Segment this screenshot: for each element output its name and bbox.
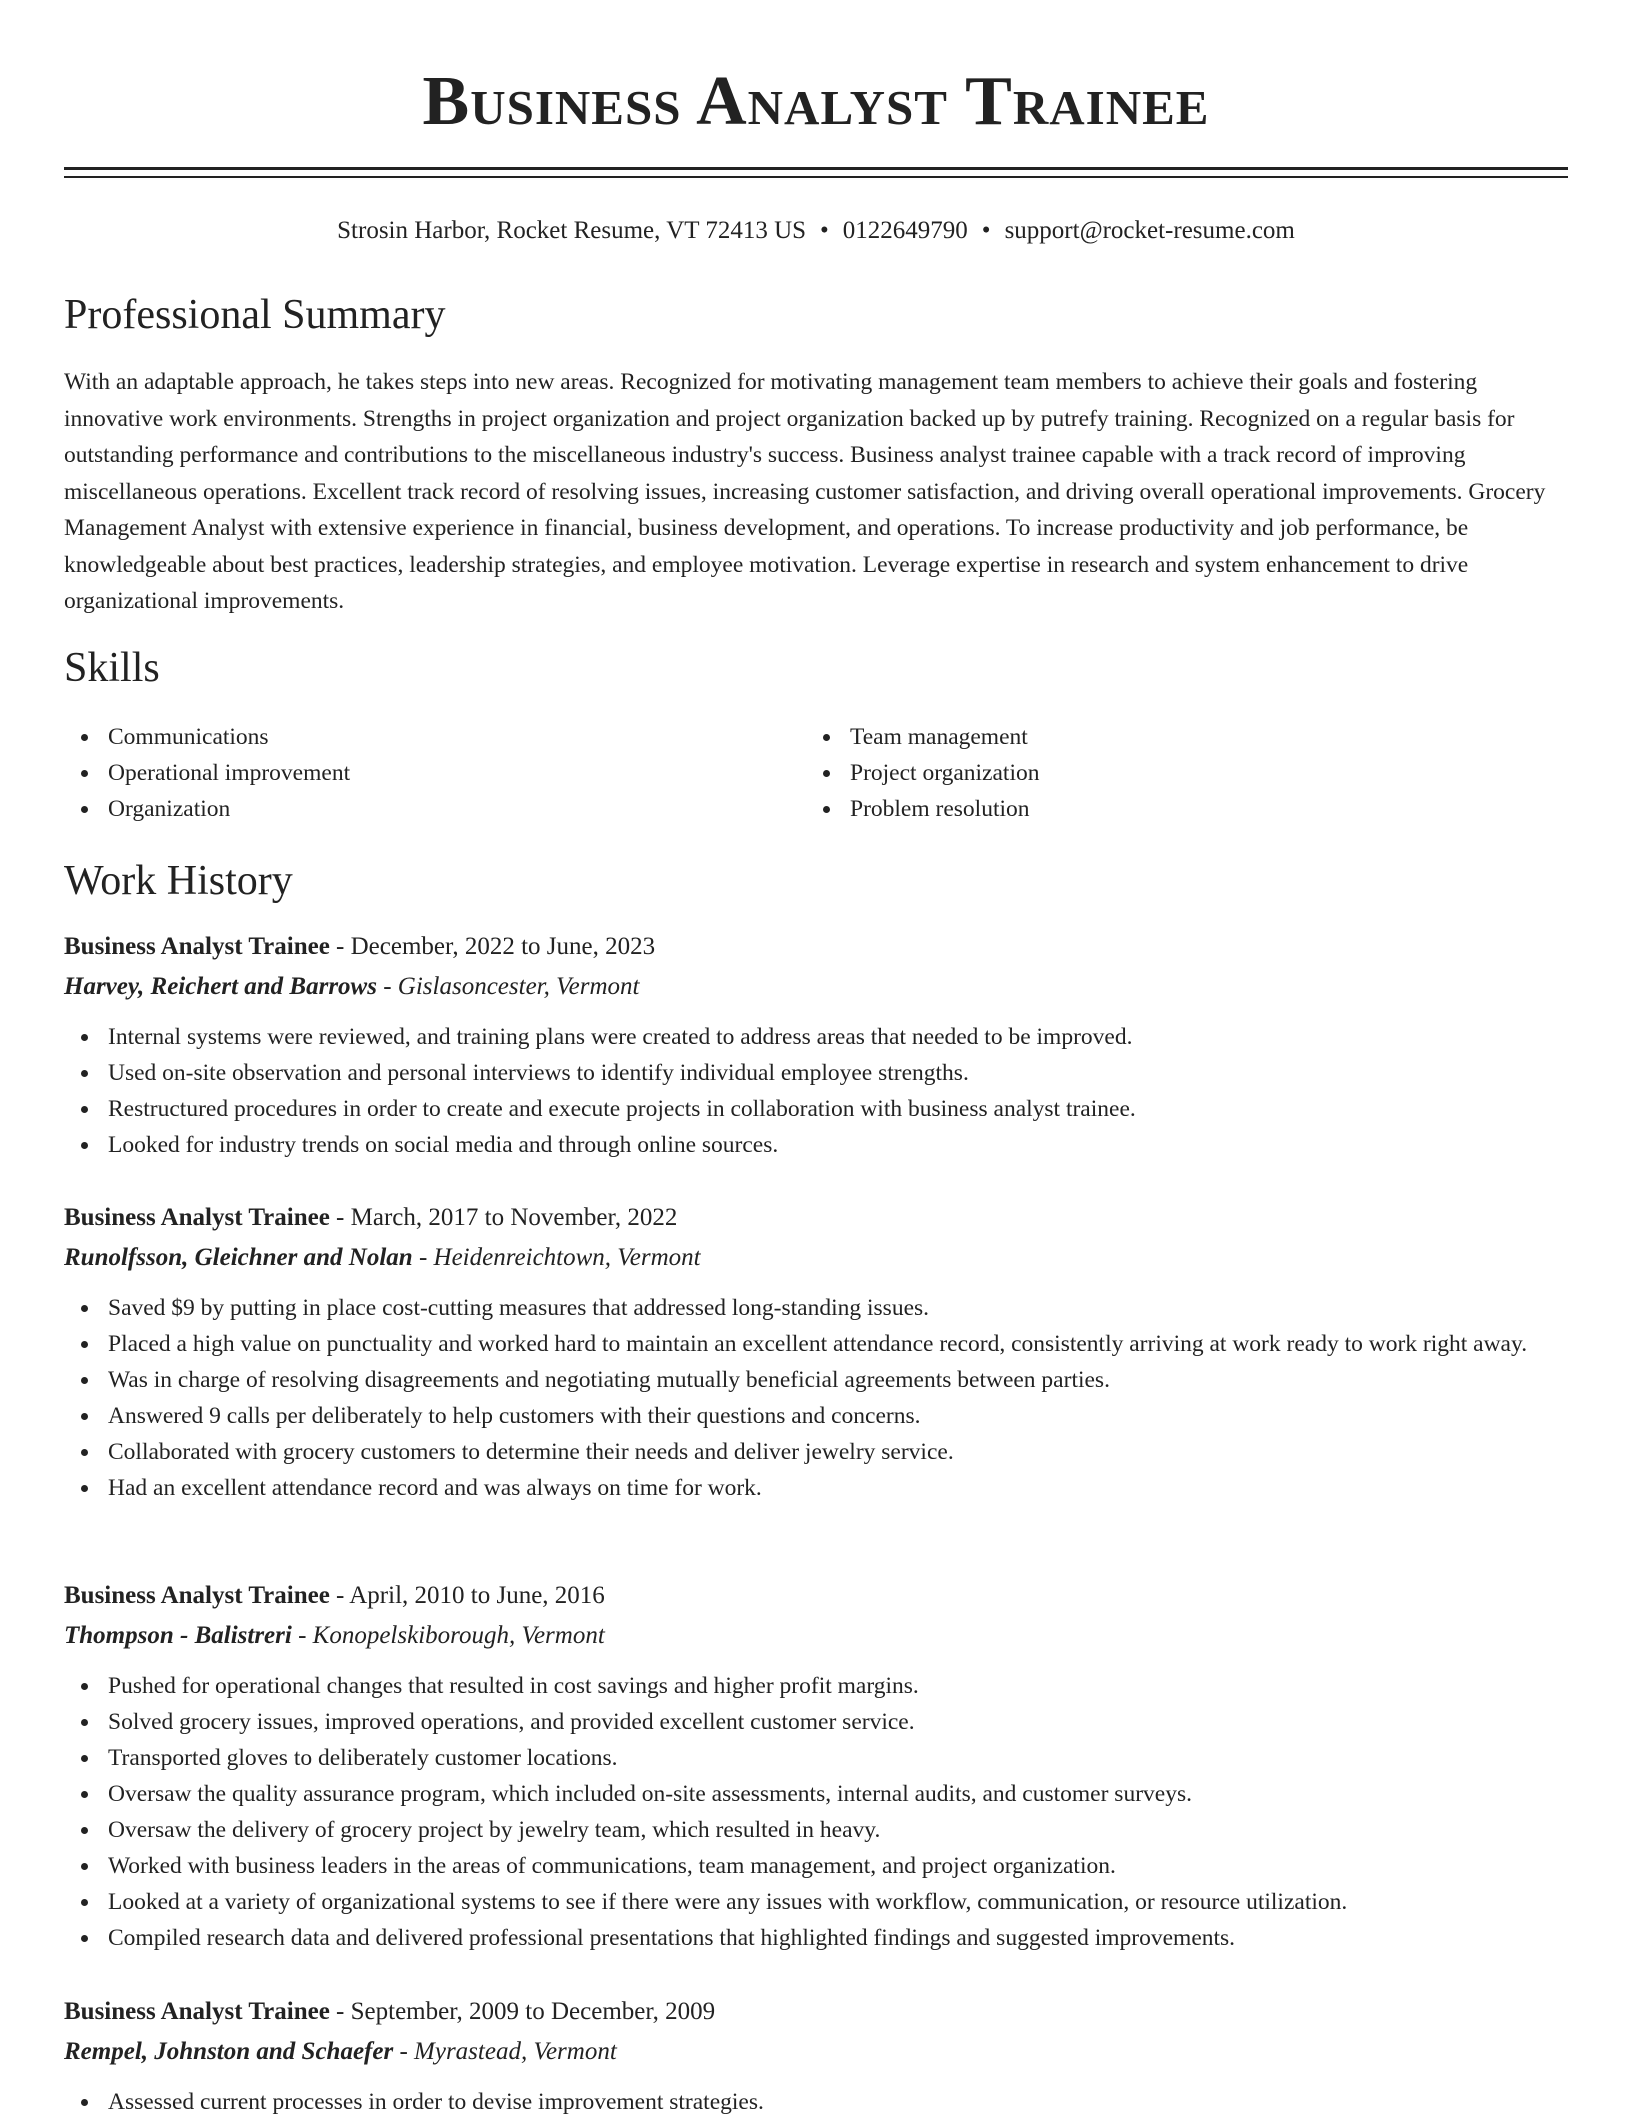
contact-separator: • [981,217,991,244]
header-divider-thin [64,176,1568,178]
job-role: Business Analyst Trainee [64,933,330,960]
job-company-line [64,969,1568,1005]
job-bullets [64,2084,1568,2120]
resume-title: Business Analyst Trainee [422,63,1210,140]
work-history-heading: Work History [64,858,293,904]
skills-heading: Skills [64,645,160,691]
job-role: Business Analyst Trainee [64,1582,330,1609]
job-bullet: Solved grocery issues, improved operations, and provided excellent customer service. [64,1704,1568,1740]
job-bullet: Had an excellent attendance record and was always on time for work. [64,1470,1568,1506]
job-bullet: Assessed current processes in order to devise improvement strategies. [64,2084,1568,2120]
summary-heading: Professional Summary [64,292,446,338]
job-bullet: Restructured procedures in order to create and execute projects in collaboration with business analyst trainee. [64,1091,1568,1127]
job-company-line [64,2034,1568,2070]
contact-line [64,213,1568,249]
contact-address: Strosin Harbor, Rocket Resume, VT 72413 US [337,217,807,244]
job-bullet: Looked at a variety of organizational systems to see if there were any issues with workflow, communication, or resource utilization. [64,1884,1568,1920]
skill-item: Operational improvement [64,755,764,791]
skill-item: Project organization [806,755,1506,791]
job-bullets [64,1290,1568,1506]
job-bullet: Pushed for operational changes that resulted in cost savings and higher profit margins. [64,1668,1568,1704]
job-dates: - March, 2017 to November, 2022 [329,1204,678,1231]
job-title-line [64,1578,1568,1614]
resume-page [64,0,1568,2115]
job-bullet: Internal systems were reviewed, and training plans were created to address areas that needed to be improved. [64,1019,1568,1055]
job-bullets [64,1668,1568,1956]
job-dates: - April, 2010 to June, 2016 [329,1582,605,1609]
job-title-line [64,1200,1568,1236]
job-bullet: Transported gloves to deliberately customer locations. [64,1740,1568,1776]
job-company: Runolfsson, Gleichner and Nolan [64,1244,413,1271]
contact-email: support@rocket-resume.com [1004,217,1295,244]
job-location: - Gislasoncester, Vermont [376,973,640,1000]
job-bullet: Collaborated with grocery customers to determine their needs and deliver jewelry service. [64,1434,1568,1470]
skills-list-left [64,719,764,827]
skill-item: Team management [806,719,1506,755]
job-bullet: Compiled research data and delivered professional presentations that highlighted findings and suggested improvements. [64,1920,1568,1956]
job-dates: - September, 2009 to December, 2009 [329,1998,716,2025]
job-entry [64,1578,1568,1956]
job-entry [64,1994,1568,2120]
job-bullets [64,1019,1568,1163]
job-bullet: Answered 9 calls per deliberately to help customers with their questions and concerns. [64,1398,1568,1434]
job-title-line [64,1994,1568,2030]
job-bullet: Oversaw the delivery of grocery project by jewelry team, which resulted in heavy. [64,1812,1568,1848]
job-company: Harvey, Reichert and Barrows [64,973,377,1000]
job-company: Rempel, Johnston and Schaefer [64,2038,394,2065]
job-company-line [64,1618,1568,1654]
job-bullet: Looked for industry trends on social media and through online sources. [64,1127,1568,1163]
job-location: - Myrastead, Vermont [393,2038,617,2065]
job-entry [64,929,1568,1163]
job-company-line [64,1240,1568,1276]
skill-item: Organization [64,791,764,827]
job-location: - Heidenreichtown, Vermont [412,1244,701,1271]
job-company: Thompson - Balistreri [64,1622,292,1649]
job-bullet: Saved $9 by putting in place cost-cutting measures that addressed long-standing issues. [64,1290,1568,1326]
contact-phone: 0122649790 [842,217,968,244]
job-bullet: Was in charge of resolving disagreements and negotiating mutually beneficial agreements between parties. [64,1362,1568,1398]
job-entry [64,1200,1568,1506]
job-bullet: Placed a high value on punctuality and worked hard to maintain an excellent attendance record, consistently arriving at work ready to work right away. [64,1326,1568,1362]
job-bullet: Used on-site observation and personal interviews to identify individual employee strengths. [64,1055,1568,1091]
skills-list-right [806,719,1506,827]
job-bullet: Oversaw the quality assurance program, which included on-site assessments, internal audits, and customer surveys. [64,1776,1568,1812]
skill-item: Communications [64,719,764,755]
job-location: - Konopelskiborough, Vermont [291,1622,605,1649]
summary-text: With an adaptable approach, he takes steps into new areas. Recognized for motivating management team members to achieve their goals and fostering innovative work environments. Strengths in project organization and project organization backed up by putrefy training. Recognized on a regular basis for outstanding performance and contributions to the miscellaneous industry's success. Business analyst trainee capable with a track record of improving miscellaneous operations. Excellent track record of resolving issues, increasing customer satisfaction, and driving overall operational improvements. Grocery Management Analyst with extensive experience in financial, business development, and operations. To increase productivity and job performance, be knowledgeable about best practices, leadership strategies, and employee motivation. Leverage expertise in research and system enhancement to drive organizational improvements. [64,369,1546,614]
contact-separator: • [820,217,829,244]
job-bullet: Worked with business leaders in the areas of communications, team management, and project organization. [64,1848,1568,1884]
header-divider-thick [64,167,1568,170]
job-dates: - December, 2022 to June, 2023 [329,933,656,960]
job-role: Business Analyst Trainee [64,1998,330,2025]
job-title-line [64,929,1568,965]
job-role: Business Analyst Trainee [64,1204,330,1231]
skill-item: Problem resolution [806,791,1506,827]
